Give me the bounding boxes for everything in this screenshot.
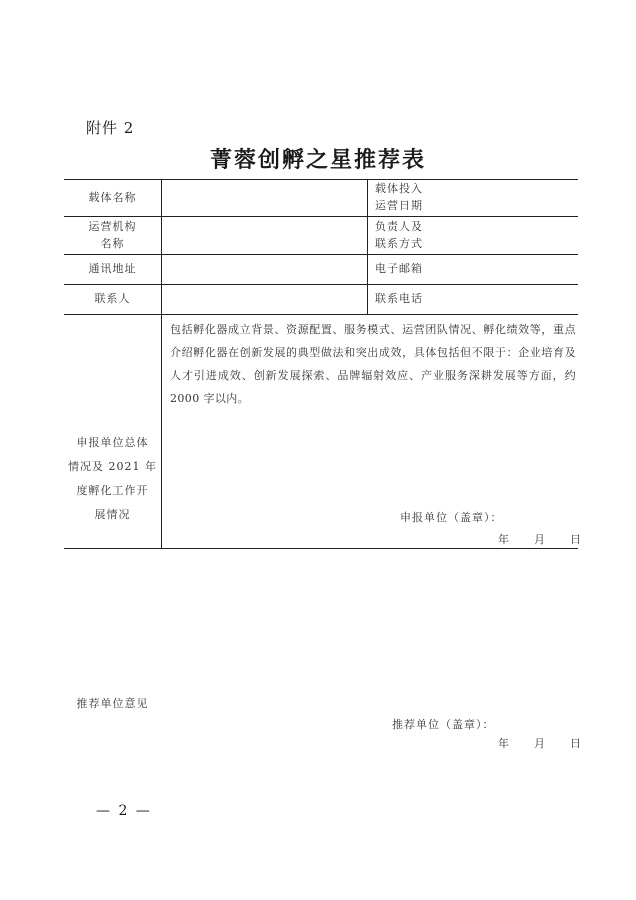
recommender-seal-label: 推荐单位（盖章）： bbox=[392, 718, 495, 731]
email-label: 电子邮箱 bbox=[375, 262, 423, 275]
label-column-divider bbox=[161, 179, 162, 548]
row-divider-1 bbox=[64, 216, 578, 217]
row-divider-5 bbox=[64, 548, 578, 549]
investment-label bbox=[370, 180, 428, 214]
page-title: 菁蓉创孵之星推荐表 bbox=[209, 148, 426, 173]
phone-label: 联系电话 bbox=[375, 292, 423, 305]
overview-label-line4: 展情况 bbox=[94, 508, 131, 521]
overview-label bbox=[64, 431, 161, 527]
applicant-seal-label: 申报单位（盖章）： bbox=[400, 511, 503, 524]
row-divider-4 bbox=[64, 314, 578, 315]
responsible-person-label bbox=[370, 218, 428, 252]
page-number: — 2 — bbox=[96, 803, 152, 819]
overview-label-line2: 情况及 2021 年 bbox=[68, 460, 157, 473]
carrier-name-label: 载体名称 bbox=[88, 191, 137, 204]
responsible-person-label-line1: 负责人及 bbox=[375, 220, 423, 233]
attachment-label: 附件 2 bbox=[86, 119, 135, 137]
operator-name-label-line1: 运营机构 bbox=[88, 220, 137, 233]
recommender-date-line: 年 月 日 bbox=[498, 737, 582, 750]
investment-label-line1: 载体投入 bbox=[375, 182, 423, 195]
overview-label-line1: 申报单位总体 bbox=[76, 436, 149, 449]
table-top-border bbox=[64, 179, 578, 180]
responsible-person-label-line2: 联系方式 bbox=[375, 237, 423, 250]
value-column-divider bbox=[367, 179, 368, 314]
overview-instructions: 包括孵化器成立背景、资源配置、服务模式、运营团队情况、孵化绩效等，重点介绍孵化器在创新发展的典型做法和突出成效，具体包括但不限于：企业培育及人才引进成效、创新发展探索、品牌辐射效应、产业服务深耕发展等方面，约 2000 字以内。 bbox=[170, 323, 576, 405]
investment-label-line2: 运营日期 bbox=[375, 199, 423, 212]
applicant-date-line: 年 月 日 bbox=[498, 533, 582, 546]
operator-name-label-line2: 名称 bbox=[100, 237, 125, 250]
row-divider-3 bbox=[64, 284, 578, 285]
overview-label-line3: 度孵化工作开 bbox=[76, 484, 149, 497]
recommender-opinion-label: 推荐单位意见 bbox=[76, 697, 149, 710]
contact-label: 联系人 bbox=[94, 292, 131, 305]
address-label: 通讯地址 bbox=[88, 262, 137, 275]
row-divider-2 bbox=[64, 254, 578, 255]
operator-name-label bbox=[64, 218, 161, 252]
